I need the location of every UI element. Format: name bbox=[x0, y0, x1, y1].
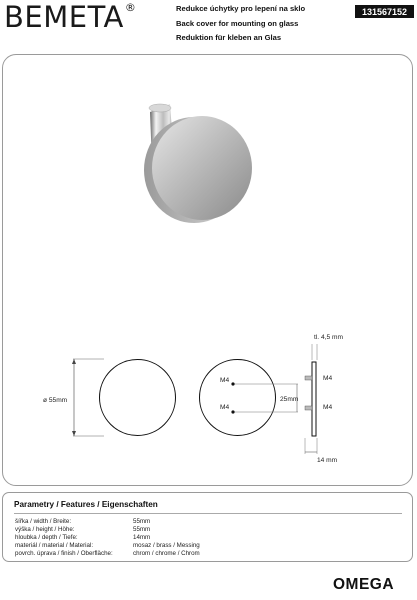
param-label: šířka / width / Breite: bbox=[15, 518, 72, 525]
parameters-divider bbox=[14, 513, 402, 514]
param-label: výška / height / Höhe: bbox=[15, 526, 75, 533]
diameter-label: ø 55mm bbox=[43, 397, 68, 404]
brand-logo bbox=[4, 0, 136, 34]
param-label: povrch. úprava / finish / Oberfläche: bbox=[15, 550, 113, 557]
title-en: Back cover for mounting on glass bbox=[176, 19, 299, 28]
brand-name: BEMETA bbox=[4, 0, 124, 34]
front-view-circle bbox=[99, 359, 176, 436]
depth-label: 14 mm bbox=[317, 457, 338, 464]
param-value: chrom / chrome / Chrom bbox=[133, 550, 200, 557]
m4-bottom-label: M4 bbox=[220, 404, 230, 411]
param-value: 55mm bbox=[133, 526, 151, 533]
param-value: 55mm bbox=[133, 518, 151, 525]
spacing-label: 25mm bbox=[280, 396, 299, 403]
param-label: materiál / material / Material: bbox=[15, 542, 94, 549]
product-name: OMEGA bbox=[333, 576, 395, 593]
registered-mark: ® bbox=[124, 1, 137, 14]
product-code: 131567152 bbox=[355, 5, 414, 18]
m4-top-label: M4 bbox=[220, 377, 230, 384]
side-m4-bottom-label: M4 bbox=[323, 404, 333, 411]
parameters-title: Parametry / Features / Eigenschaften bbox=[14, 500, 158, 509]
param-value: 14mm bbox=[133, 534, 151, 541]
title-cz: Redukce úchytky pro lepení na sklo bbox=[176, 4, 306, 13]
param-value: mosaz / brass / Messing bbox=[133, 542, 200, 549]
param-label: hloubka / depth / Tiefe: bbox=[15, 534, 78, 541]
product-image bbox=[130, 98, 280, 248]
side-m4-top-label: M4 bbox=[323, 375, 333, 382]
side-view bbox=[300, 340, 340, 460]
title-de: Reduktion für kleben an Glas bbox=[176, 33, 282, 42]
thickness-label: tl. 4,5 mm bbox=[314, 334, 343, 341]
